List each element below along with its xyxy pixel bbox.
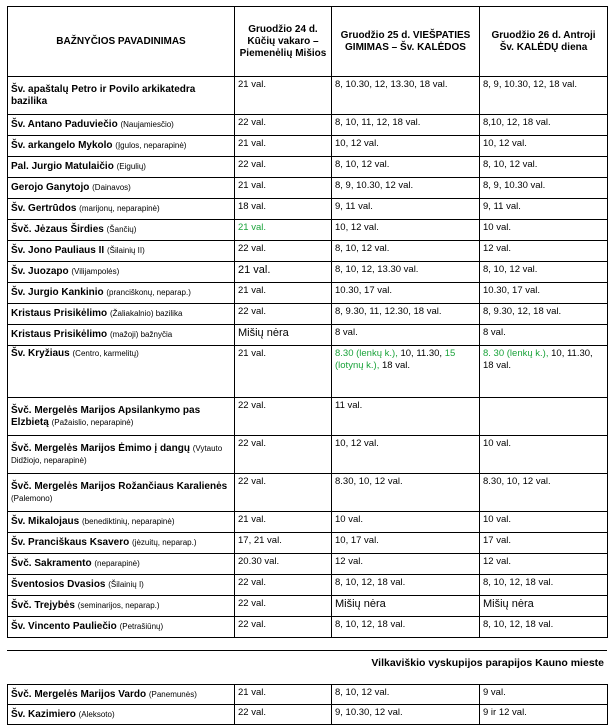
dec26-times: 10.30, 17 val. — [480, 283, 608, 304]
latin-mass-time: 15 (lotynų k.), — [335, 348, 456, 371]
table-row — [8, 705, 608, 725]
dec25-times: 8, 10, 12 val. — [332, 157, 480, 178]
dec24-times: 18 val. — [235, 199, 332, 220]
dec25-times: 8, 9, 10.30, 12 val. — [332, 178, 480, 199]
church-name: Šv. Jono Pauliaus II (Šilainių II) — [8, 241, 235, 262]
dec26-times: 8, 9.30, 12, 18 val. — [480, 304, 608, 325]
table-row — [8, 398, 608, 436]
dec25-times: 10.30, 17 val. — [332, 283, 480, 304]
dec24-times: 21 val. — [235, 77, 332, 115]
dec26-times: 9, 11 val. — [480, 199, 608, 220]
church-name: Šv. arkangelo Mykolo (Įgulos, neparapinė) — [8, 136, 235, 157]
section-divider — [7, 650, 607, 651]
dec25-times: Mišių nėra — [332, 596, 480, 617]
dec25-times: 12 val. — [332, 554, 480, 575]
dec26-times: 8,10, 12, 18 val. — [480, 115, 608, 136]
dec26-times — [480, 398, 608, 436]
dec26-times: 8, 10, 12 val. — [480, 157, 608, 178]
church-name: Gerojo Ganytojo (Dainavos) — [8, 178, 235, 199]
dec26-times: 10, 12 val. — [480, 136, 608, 157]
table-row — [8, 157, 608, 178]
dec24-times: 22 val. — [235, 157, 332, 178]
header-church-name: BAŽNYČIOS PAVADINIMAS — [8, 7, 235, 77]
church-name: Švč. Sakramento (neparapinė) — [8, 554, 235, 575]
dec26-times: Mišių nėra — [480, 596, 608, 617]
dec25-times: 10 val. — [332, 512, 480, 533]
dec25-times: 9, 10.30, 12 val. — [332, 705, 480, 725]
dec24-times: 22 val. — [235, 115, 332, 136]
church-name: Šv. Kryžiaus (Centro, karmelitų) — [8, 346, 235, 398]
church-name: Pal. Jurgio Matulaičio (Eigulių) — [8, 157, 235, 178]
dec26-times: 10 val. — [480, 220, 608, 241]
dec26-times: 8.30, 10, 12 val. — [480, 474, 608, 512]
table-row — [8, 512, 608, 533]
dec24-times: 22 val. — [235, 596, 332, 617]
polish-mass-time: 8.30 (lenkų k.), — [335, 348, 398, 359]
header-dec24: Gruodžio 24 d. Kūčių vakaro – Piemenėlių Mišios — [235, 7, 332, 77]
church-name: Šventosios Dvasios (Šilainių I) — [8, 575, 235, 596]
church-name: Šv. apaštalų Petro ir Povilo arkikatedra bazilika — [8, 77, 235, 115]
dec24-times: 22 val. — [235, 398, 332, 436]
table-row — [8, 596, 608, 617]
dec24-times: 21 val. — [235, 220, 332, 241]
church-name: Šv. Mikalojaus (benediktinių, neparapinė) — [8, 512, 235, 533]
dec26-times: 8, 9, 10.30, 12, 18 val. — [480, 77, 608, 115]
table-header-row — [8, 7, 608, 77]
table-row — [8, 262, 608, 283]
church-name: Švč. Trejybės (seminarijos, neparap.) — [8, 596, 235, 617]
dec24-times: 21 val. — [235, 283, 332, 304]
dec26-times: 17 val. — [480, 533, 608, 554]
dec25-times: 10, 17 val. — [332, 533, 480, 554]
church-name: Švč. Mergelės Marijos Rožančiaus Karalienės (Palemono) — [8, 474, 235, 512]
dec26-times: 12 val. — [480, 241, 608, 262]
dec25-times: 11 val. — [332, 398, 480, 436]
header-dec25: Gruodžio 25 d. VIEŠPATIES GIMIMAS – Šv. KALĖDOS — [332, 7, 480, 77]
table-row — [8, 241, 608, 262]
dec26-times: 10 val. — [480, 512, 608, 533]
dec25-times: 8.30 (lenkų k.), 10, 11.30, 15 (lotynų k.), 18 val. — [332, 346, 480, 398]
table-row — [8, 77, 608, 115]
dec25-times: 10, 12 val. — [332, 136, 480, 157]
table-row — [8, 136, 608, 157]
church-name: Kristaus Prisikėlimo (mažoji) bažnyčia — [8, 325, 235, 346]
church-name: Šv. Antano Paduviečio (Naujamiesčio) — [8, 115, 235, 136]
church-name: Šv. Juozapo (Vilijampolės) — [8, 262, 235, 283]
dec26-times: 10 val. — [480, 436, 608, 474]
table-row — [8, 304, 608, 325]
dec24-times: 22 val. — [235, 575, 332, 596]
table-row — [8, 685, 608, 705]
dec24-times: 21 val. — [235, 512, 332, 533]
dec24-times: 21 val. — [235, 178, 332, 199]
table-row — [8, 199, 608, 220]
dec26-times: 8 val. — [480, 325, 608, 346]
church-name: Šv. Gertrūdos (marijonų, neparapinė) — [8, 199, 235, 220]
dec24-times: 22 val. — [235, 241, 332, 262]
dec24-times: 22 val. — [235, 474, 332, 512]
dec24-times: 21 val. — [235, 136, 332, 157]
church-name: Šv. Jurgio Kankinio (pranciškonų, neparap.) — [8, 283, 235, 304]
dec25-times: 8, 10, 12 val. — [332, 241, 480, 262]
table-row — [8, 533, 608, 554]
header-dec26: Gruodžio 26 d. Antroji Šv. KALĖDŲ diena — [480, 7, 608, 77]
church-name: Švč. Mergelės Marijos Vardo (Panemunės) — [8, 685, 235, 705]
dec24-times: 21 val. — [235, 346, 332, 398]
dec25-times: 8.30, 10, 12 val. — [332, 474, 480, 512]
table-row — [8, 617, 608, 638]
church-name: Šv. Vincento Pauliečio (Petrašiūnų) — [8, 617, 235, 638]
section-title: Vilkaviškio vyskupijos parapijos Kauno mieste — [371, 657, 604, 669]
vilkaviskis-parishes-table — [7, 684, 608, 725]
polish-mass-time: 8. 30 (lenkų k.), — [483, 348, 549, 359]
dec26-times: 8, 9, 10.30 val. — [480, 178, 608, 199]
dec24-times: 22 val. — [235, 436, 332, 474]
table-row — [8, 474, 608, 512]
dec24-times: 21 val. — [235, 262, 332, 283]
table-row — [8, 325, 608, 346]
dec24-times: 21 val. — [235, 685, 332, 705]
table-row — [8, 283, 608, 304]
table-row — [8, 575, 608, 596]
dec25-times: 8, 10, 11, 12, 18 val. — [332, 115, 480, 136]
dec24-times: 22 val. — [235, 617, 332, 638]
dec25-times: 9, 11 val. — [332, 199, 480, 220]
church-name: Šv. Pranciškaus Ksavero (jėzuitų, neparap.) — [8, 533, 235, 554]
table-row — [8, 220, 608, 241]
church-name: Kristaus Prisikėlimo (Žaliakalnio) bazilika — [8, 304, 235, 325]
dec25-times: 8, 10, 12, 18 val. — [332, 617, 480, 638]
mass-schedule-table — [7, 6, 608, 638]
dec26-times: 9 val. — [480, 685, 608, 705]
table-row — [8, 178, 608, 199]
church-name: Švč. Jėzaus Širdies (Šančių) — [8, 220, 235, 241]
dec24-times: 20.30 val. — [235, 554, 332, 575]
dec26-times: 9 ir 12 val. — [480, 705, 608, 725]
dec26-times: 8, 10, 12, 18 val. — [480, 575, 608, 596]
dec24-times: 17, 21 val. — [235, 533, 332, 554]
dec24-times: 22 val. — [235, 304, 332, 325]
church-name: Švč. Mergelės Marijos Ėmimo į dangų (Vytauto Didžiojo, neparapinė) — [8, 436, 235, 474]
dec25-times: 8, 10, 12, 13.30 val. — [332, 262, 480, 283]
dec24-times: Mišių nėra — [235, 325, 332, 346]
dec26-times: 12 val. — [480, 554, 608, 575]
dec26-times: 8. 30 (lenkų k.), 10, 11.30, 18 val. — [480, 346, 608, 398]
dec25-times: 8 val. — [332, 325, 480, 346]
church-name: Švč. Mergelės Marijos Apsilankymo pas Elzbietą (Pažaislio, neparapinė) — [8, 398, 235, 436]
church-name: Šv. Kazimiero (Aleksoto) — [8, 705, 235, 725]
dec26-times: 8, 10, 12 val. — [480, 262, 608, 283]
dec25-times: 8, 10, 12 val. — [332, 685, 480, 705]
dec25-times: 8, 9.30, 11, 12.30, 18 val. — [332, 304, 480, 325]
dec25-times: 10, 12 val. — [332, 220, 480, 241]
dec26-times: 8, 10, 12, 18 val. — [480, 617, 608, 638]
table-row — [8, 346, 608, 398]
table-row — [8, 436, 608, 474]
dec25-times: 10, 12 val. — [332, 436, 480, 474]
table-row — [8, 115, 608, 136]
dec25-times: 8, 10, 12, 18 val. — [332, 575, 480, 596]
table-row — [8, 554, 608, 575]
dec24-times: 22 val. — [235, 705, 332, 725]
dec25-times: 8, 10.30, 12, 13.30, 18 val. — [332, 77, 480, 115]
